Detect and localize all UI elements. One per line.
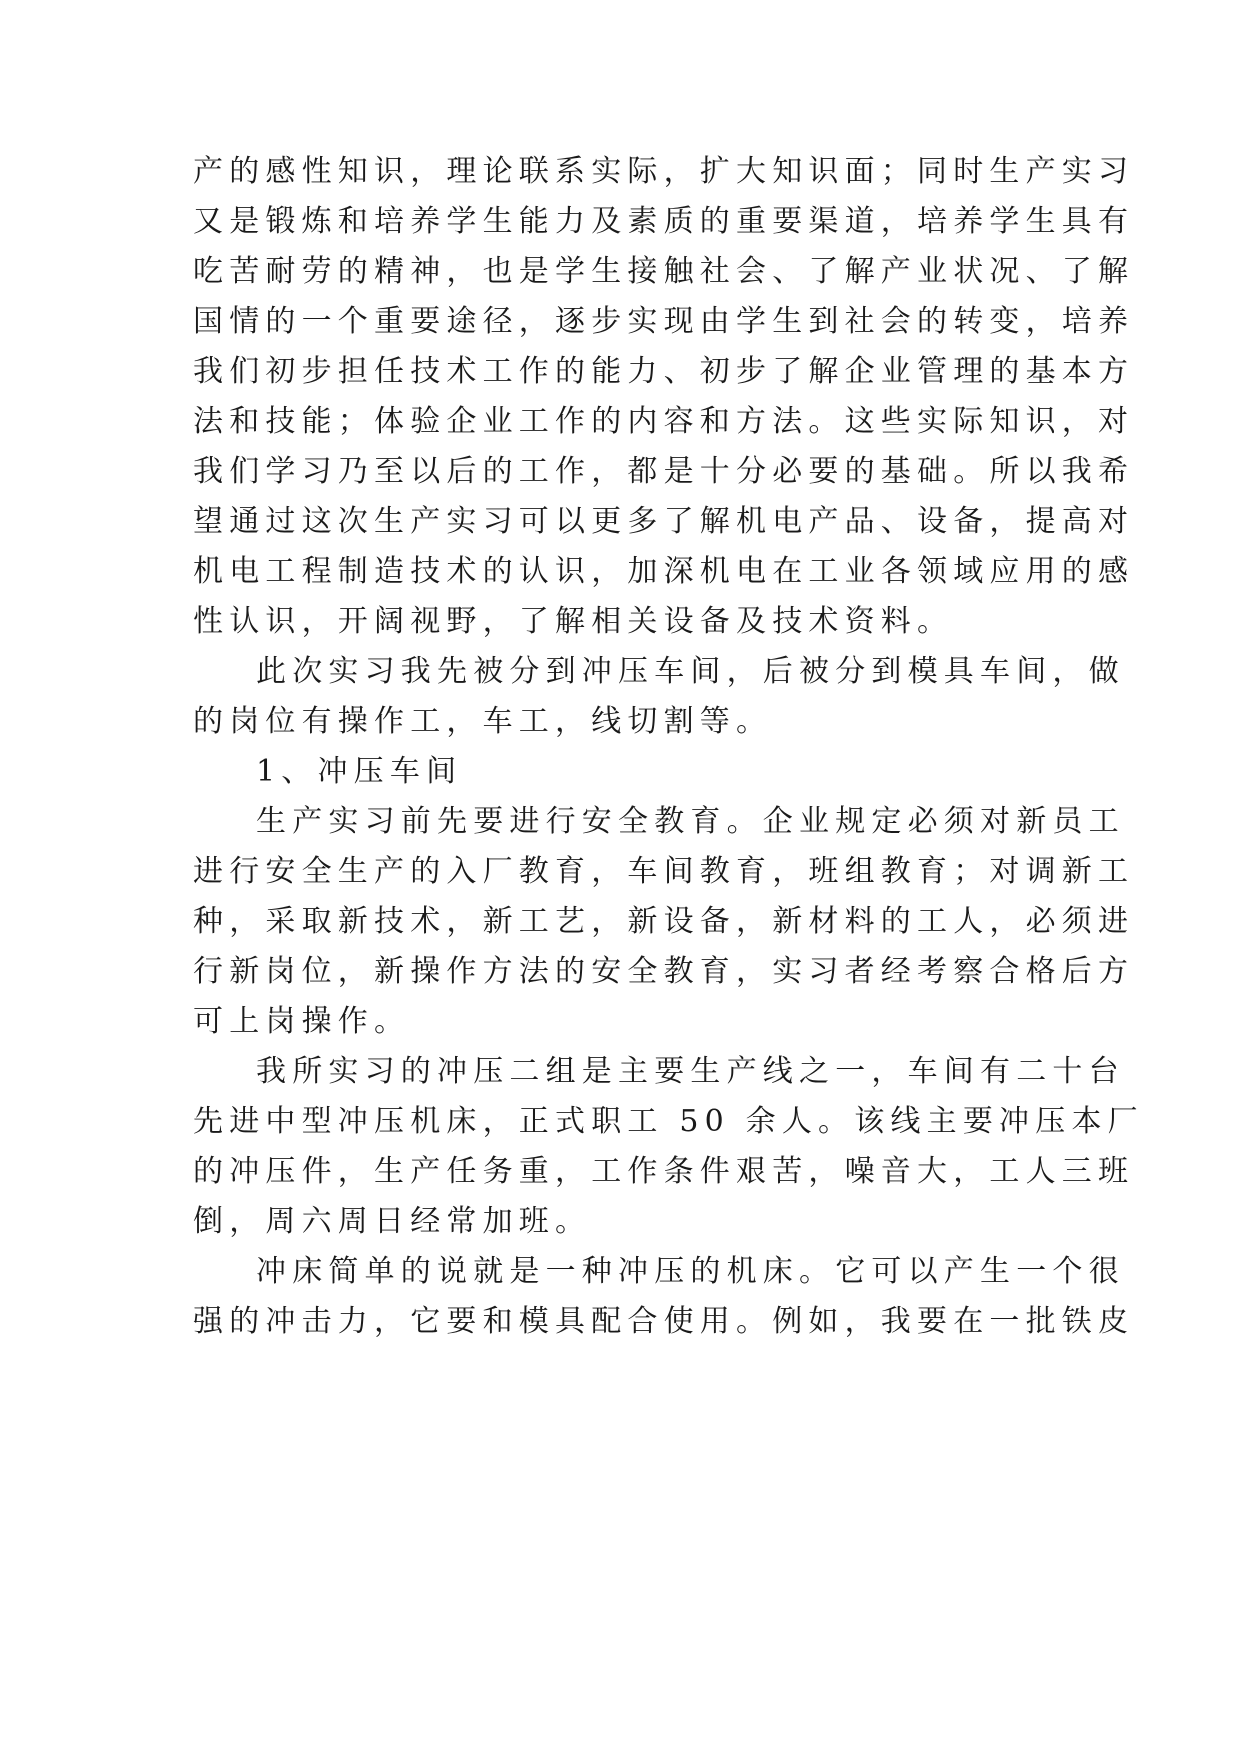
text-line: 的岗位有操作工，车工，线切割等。 [193,704,773,739]
text-line: 先进中型冲压机床，正式职工 50 余人。该线主要冲压本厂 [193,1104,1144,1139]
text-line: 的冲压件，生产任务重，工作条件艰苦，噪音大，工人三班 [193,1154,1135,1189]
text-line: 行新岗位，新操作方法的安全教育，实习者经考察合格后方 [193,954,1135,989]
text-line: 产的感性知识，理论联系实际，扩大知识面；同时生产实习 [193,154,1135,189]
text-line: 性认识，开阔视野，了解相关设备及技术资料。 [193,604,954,639]
text-line: 进行安全生产的入厂教育，车间教育，班组教育；对调新工 [193,854,1135,889]
text-line: 机电工程制造技术的认识，加深机电在工业各领域应用的感 [193,554,1135,589]
text-line: 可上岗操作。 [193,1004,411,1039]
text-line: 我们初步担任技术工作的能力、初步了解企业管理的基本方 [193,354,1135,389]
text-line: 强的冲击力，它要和模具配合使用。例如，我要在一批铁皮 [193,1304,1135,1339]
text-line: 望通过这次生产实习可以更多了解机电产品、设备，提高对 [193,504,1135,539]
text-line: 法和技能；体验企业工作的内容和方法。这些实际知识，对 [193,404,1135,439]
paragraph-first-line: 我所实习的冲压二组是主要生产线之一，车间有二十台 [256,1054,1125,1089]
text-line: 倒，周六周日经常加班。 [193,1204,592,1239]
section-heading: 1、冲压车间 [256,754,463,789]
paragraph-first-line: 生产实习前先要进行安全教育。企业规定必须对新员工 [256,804,1125,839]
paragraph-first-line: 此次实习我先被分到冲压车间，后被分到模具车间，做 [256,654,1125,689]
text-line: 吃苦耐劳的精神，也是学生接触社会、了解产业状况、了解 [193,254,1135,289]
text-line: 又是锻炼和培养学生能力及素质的重要渠道，培养学生具有 [193,204,1135,239]
paragraph-first-line: 冲床简单的说就是一种冲压的机床。它可以产生一个很 [256,1254,1125,1289]
text-line: 种，采取新技术，新工艺，新设备，新材料的工人，必须进 [193,904,1135,939]
text-line: 国情的一个重要途径，逐步实现由学生到社会的转变，培养 [193,304,1135,339]
text-line: 我们学习乃至以后的工作，都是十分必要的基础。所以我希 [193,454,1135,489]
